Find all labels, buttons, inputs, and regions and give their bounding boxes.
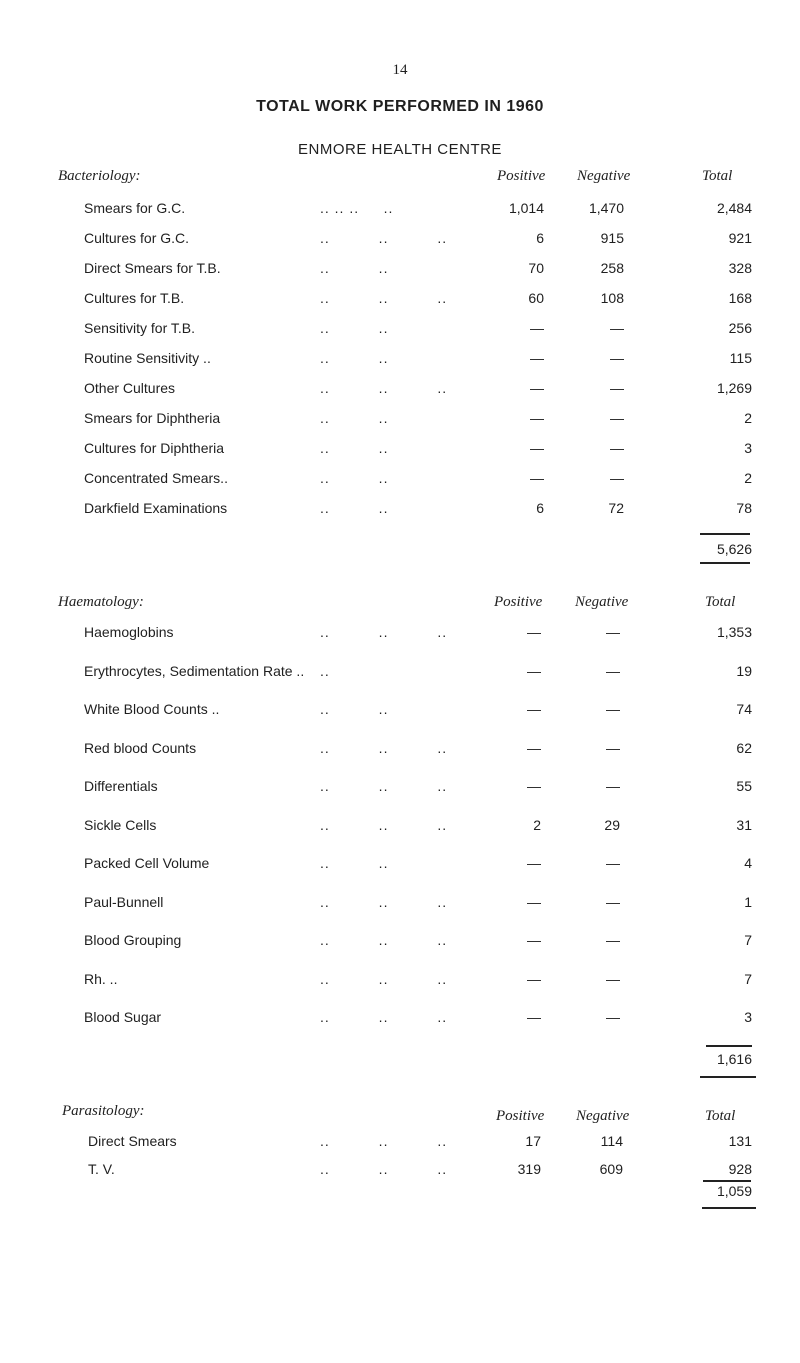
haematology-heading: Haematology: bbox=[58, 594, 144, 610]
table-row bbox=[0, 500, 800, 522]
table-row bbox=[0, 855, 800, 877]
cell-positive: 70 bbox=[528, 260, 544, 276]
leader-dots: .. .. .. .. bbox=[320, 200, 394, 216]
row-label: Packed Cell Volume bbox=[84, 855, 210, 871]
haematology-total-underline bbox=[700, 1076, 756, 1078]
leader-dots: .. .. bbox=[320, 260, 389, 276]
row-label: Routine Sensitivity .. bbox=[84, 350, 211, 366]
cell-negative: — bbox=[610, 440, 624, 456]
leader-dots: .. .. bbox=[320, 701, 389, 717]
parasitology-negative-header: Negative bbox=[576, 1108, 630, 1124]
leader-dots: .. .. .. bbox=[320, 893, 448, 910]
cell-negative: — bbox=[606, 662, 620, 679]
cell-total: 256 bbox=[728, 320, 752, 336]
cell-positive: 6 bbox=[536, 230, 544, 246]
leader-dots: .. .. .. bbox=[320, 290, 448, 306]
cell-positive: — bbox=[530, 350, 544, 366]
cell-total: 7 bbox=[744, 970, 752, 987]
table-row bbox=[0, 740, 800, 762]
cell-total: 31 bbox=[736, 816, 752, 833]
table-row bbox=[0, 200, 800, 222]
leader-dots: .. .. bbox=[320, 855, 389, 871]
leader-dots: .. .. bbox=[320, 470, 389, 486]
cell-total: 19 bbox=[736, 662, 752, 679]
table-row bbox=[0, 1009, 800, 1031]
table-row bbox=[0, 932, 800, 954]
leader-dots: .. .. .. bbox=[320, 778, 448, 794]
cell-negative: 114 bbox=[600, 1133, 623, 1149]
cell-total: 74 bbox=[736, 701, 752, 717]
page-subtitle: ENMORE HEALTH CENTRE bbox=[298, 141, 502, 158]
cell-total: 1,353 bbox=[716, 624, 752, 640]
cell-negative: — bbox=[610, 380, 624, 396]
leader-dots: .. .. .. bbox=[320, 624, 448, 640]
haematology-negative-header: Negative bbox=[575, 594, 629, 610]
cell-total: 168 bbox=[728, 290, 752, 306]
row-label: Concentrated Smears.. bbox=[84, 470, 228, 486]
cell-positive: — bbox=[530, 470, 544, 486]
table-row bbox=[0, 440, 800, 462]
table-row bbox=[0, 778, 800, 800]
cell-total: 131 bbox=[728, 1133, 752, 1149]
row-label: Smears for Diphtheria bbox=[84, 410, 221, 426]
row-label: Darkfield Examinations bbox=[84, 500, 228, 516]
haematology-total-rule bbox=[706, 1045, 752, 1047]
row-label: Sensitivity for T.B. bbox=[84, 320, 196, 336]
cell-positive: — bbox=[527, 970, 541, 987]
cell-positive: — bbox=[530, 410, 544, 426]
row-label: Paul-Bunnell bbox=[84, 893, 164, 910]
table-row bbox=[0, 350, 800, 372]
parasitology-grand-total: 1,059 bbox=[716, 1183, 752, 1199]
row-label: Direct Smears for T.B. bbox=[84, 260, 221, 276]
table-row bbox=[0, 320, 800, 342]
leader-dots: .. .. .. bbox=[320, 970, 448, 987]
cell-positive: — bbox=[530, 320, 544, 336]
row-label: Cultures for Diphtheria bbox=[84, 440, 225, 456]
cell-positive: — bbox=[527, 855, 541, 871]
cell-positive: 17 bbox=[525, 1133, 541, 1149]
table-row bbox=[0, 290, 800, 312]
cell-negative: — bbox=[606, 624, 620, 640]
row-label: Blood Sugar bbox=[84, 1009, 162, 1025]
cell-positive: — bbox=[527, 624, 541, 640]
row-label: Differentials bbox=[84, 778, 158, 794]
row-label: Other Cultures bbox=[84, 380, 176, 396]
bacteriology-total-rule bbox=[700, 533, 750, 535]
cell-positive: — bbox=[527, 739, 541, 756]
row-label: Haemoglobins bbox=[84, 624, 174, 640]
table-row bbox=[0, 701, 800, 723]
cell-positive: 1,014 bbox=[508, 200, 544, 216]
row-label: Blood Grouping bbox=[84, 932, 182, 948]
row-label: Red blood Counts bbox=[84, 739, 197, 756]
cell-total: 1,269 bbox=[716, 380, 752, 396]
cell-positive: 6 bbox=[536, 500, 544, 516]
row-label: T. V. bbox=[88, 1161, 115, 1177]
cell-negative: — bbox=[606, 855, 620, 871]
leader-dots: .. .. bbox=[320, 350, 389, 366]
table-row bbox=[0, 230, 800, 252]
cell-negative: 1,470 bbox=[588, 200, 624, 216]
table-row bbox=[0, 1133, 800, 1155]
table-row bbox=[0, 470, 800, 492]
row-label: White Blood Counts .. bbox=[84, 701, 220, 717]
bacteriology-positive-header: Positive bbox=[497, 168, 546, 184]
leader-dots: .. .. .. bbox=[320, 1161, 448, 1177]
leader-dots: .. .. bbox=[320, 320, 389, 336]
table-row bbox=[0, 624, 800, 646]
haematology-total-header: Total bbox=[705, 594, 736, 610]
leader-dots: .. .. .. bbox=[320, 739, 448, 756]
bacteriology-grand-total: 5,626 bbox=[716, 541, 752, 557]
page-number: 14 bbox=[392, 62, 408, 78]
cell-positive: — bbox=[527, 701, 541, 717]
cell-total: 2 bbox=[744, 470, 752, 486]
cell-total: 3 bbox=[744, 440, 752, 456]
bacteriology-total-header: Total bbox=[702, 168, 733, 184]
cell-positive: — bbox=[527, 778, 541, 794]
cell-negative: — bbox=[610, 350, 624, 366]
table-row bbox=[0, 380, 800, 402]
bacteriology-heading: Bacteriology: bbox=[58, 168, 141, 184]
table-row bbox=[0, 410, 800, 432]
cell-total: 7 bbox=[744, 932, 752, 948]
table-row bbox=[0, 817, 800, 839]
cell-positive: — bbox=[527, 1009, 541, 1025]
cell-total: 3 bbox=[744, 1009, 752, 1025]
row-label: Smears for G.C. bbox=[84, 200, 186, 216]
cell-total: 2 bbox=[744, 410, 752, 426]
cell-positive: 2 bbox=[533, 816, 541, 833]
cell-total: 78 bbox=[736, 500, 752, 516]
page-title: TOTAL WORK PERFORMED IN 1960 bbox=[256, 98, 544, 115]
cell-negative: 29 bbox=[604, 816, 620, 833]
leader-dots: .. .. .. bbox=[320, 1133, 448, 1149]
leader-dots: .. .. .. bbox=[320, 1009, 448, 1025]
leader-dots: .. bbox=[320, 662, 330, 679]
cell-negative: — bbox=[606, 1009, 620, 1025]
leader-dots: .. .. bbox=[320, 410, 389, 426]
table-row bbox=[0, 663, 800, 685]
row-label: Sickle Cells bbox=[84, 816, 157, 833]
parasitology-total-rule bbox=[703, 1180, 751, 1182]
cell-negative: 108 bbox=[600, 290, 624, 306]
cell-negative: — bbox=[606, 739, 620, 756]
cell-positive: — bbox=[530, 380, 544, 396]
leader-dots: .. .. bbox=[320, 440, 389, 456]
cell-negative: — bbox=[606, 970, 620, 987]
cell-total: 4 bbox=[744, 855, 752, 871]
row-label: Erythrocytes, Sedimentation Rate .. bbox=[84, 662, 305, 679]
cell-negative: — bbox=[606, 778, 620, 794]
haematology-positive-header: Positive bbox=[494, 594, 543, 610]
cell-total: 921 bbox=[728, 230, 752, 246]
cell-positive: — bbox=[530, 440, 544, 456]
cell-negative: — bbox=[610, 320, 624, 336]
table-row bbox=[0, 1161, 800, 1183]
parasitology-heading: Parasitology: bbox=[62, 1103, 145, 1119]
cell-negative: 609 bbox=[599, 1161, 623, 1177]
row-label: Cultures for T.B. bbox=[84, 290, 185, 306]
leader-dots: .. .. bbox=[320, 500, 389, 516]
leader-dots: .. .. .. bbox=[320, 380, 448, 396]
cell-total: 115 bbox=[729, 350, 752, 366]
cell-total: 928 bbox=[728, 1161, 752, 1177]
cell-total: 1 bbox=[744, 893, 752, 910]
bacteriology-negative-header: Negative bbox=[577, 168, 631, 184]
table-row bbox=[0, 894, 800, 916]
row-label: Rh. .. bbox=[84, 970, 118, 987]
cell-positive: 319 bbox=[517, 1161, 541, 1177]
cell-total: 328 bbox=[728, 260, 752, 276]
leader-dots: .. .. .. bbox=[320, 230, 448, 246]
cell-negative: — bbox=[606, 893, 620, 910]
row-label: Cultures for G.C. bbox=[84, 230, 190, 246]
row-label: Direct Smears bbox=[88, 1133, 177, 1149]
cell-negative: — bbox=[606, 932, 620, 948]
table-row bbox=[0, 971, 800, 993]
cell-positive: — bbox=[527, 893, 541, 910]
cell-negative: — bbox=[606, 701, 620, 717]
cell-negative: — bbox=[610, 470, 624, 486]
parasitology-positive-header: Positive bbox=[496, 1108, 545, 1124]
leader-dots: .. .. .. bbox=[320, 932, 448, 948]
table-row bbox=[0, 260, 800, 282]
cell-total: 2,484 bbox=[716, 200, 752, 216]
cell-negative: 72 bbox=[608, 500, 624, 516]
cell-total: 55 bbox=[736, 778, 752, 794]
cell-positive: — bbox=[527, 932, 541, 948]
bacteriology-total-underline bbox=[700, 562, 750, 564]
leader-dots: .. .. .. bbox=[320, 816, 448, 833]
cell-positive: 60 bbox=[528, 290, 544, 306]
cell-total: 62 bbox=[736, 739, 752, 756]
cell-negative: — bbox=[610, 410, 624, 426]
cell-positive: — bbox=[527, 662, 541, 679]
parasitology-total-underline bbox=[702, 1207, 756, 1209]
haematology-grand-total: 1,616 bbox=[716, 1051, 752, 1067]
parasitology-total-header: Total bbox=[705, 1108, 736, 1124]
cell-negative: 915 bbox=[600, 230, 624, 246]
cell-negative: 258 bbox=[600, 260, 624, 276]
